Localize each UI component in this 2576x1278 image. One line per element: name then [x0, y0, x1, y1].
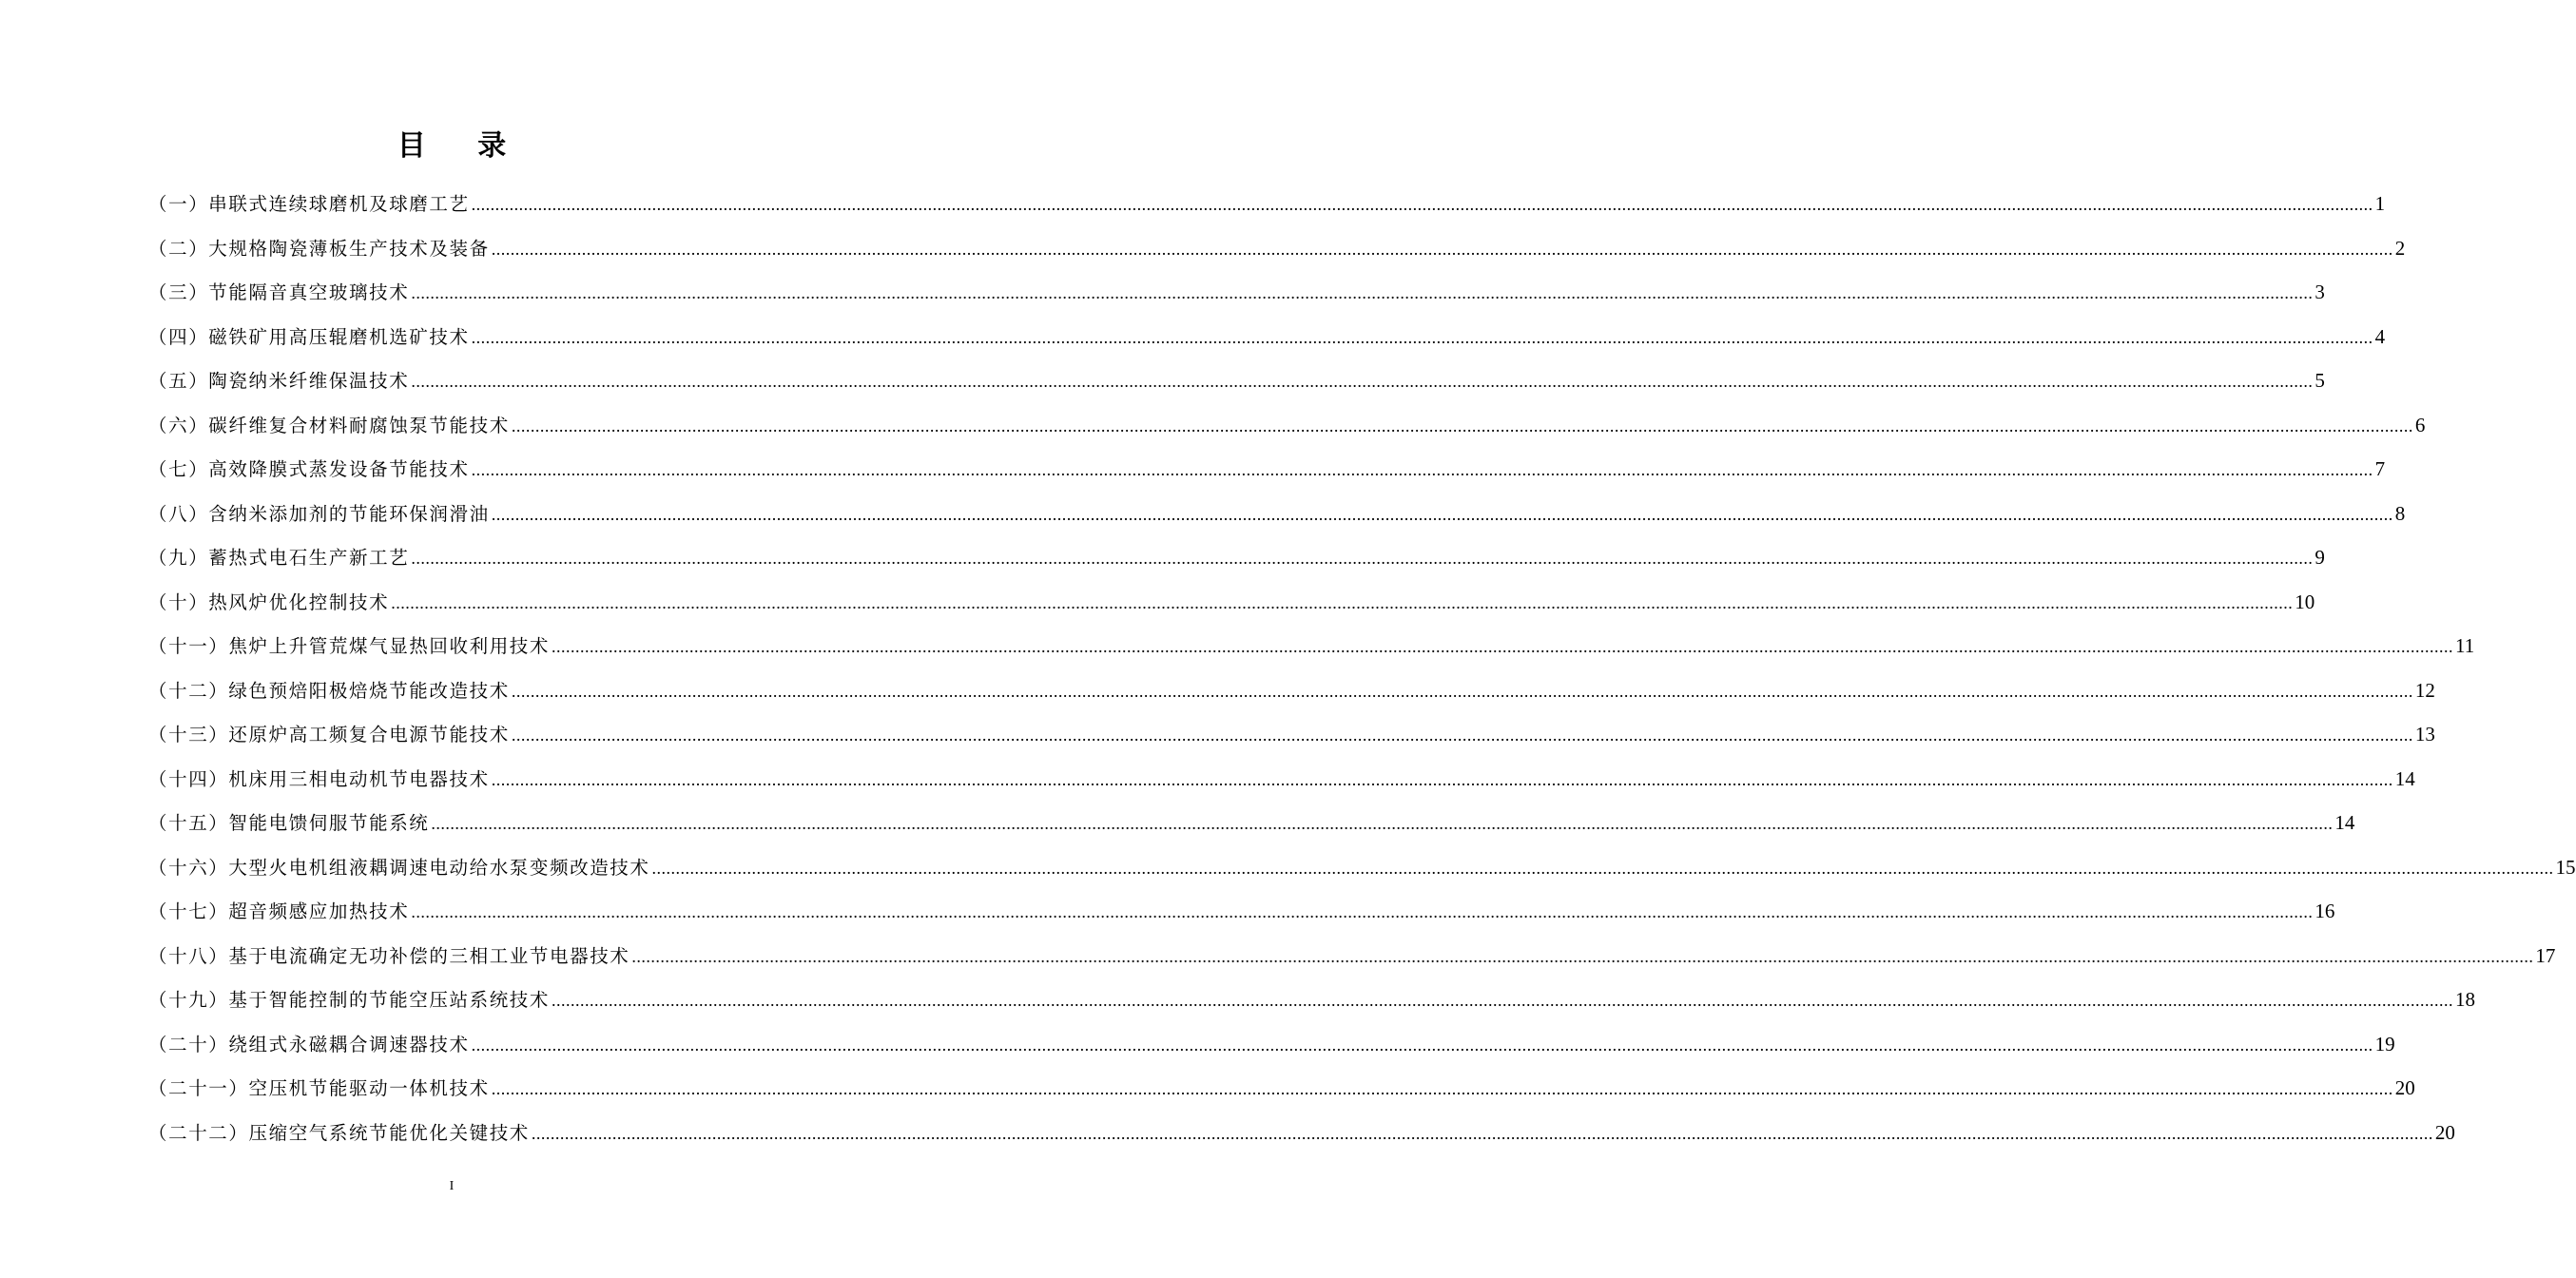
toc-entry-title: （七）高效降膜式蒸发设备节能技术 [148, 458, 470, 480]
toc-entry-title: （十八）基于电流确定无功补偿的三相工业节电器技术 [148, 944, 630, 967]
toc-leader-dots: ................................................................................................................................................................................................................................................................................................................................................................................................................ [471, 460, 2373, 479]
toc-entry-title: （九）蓄热式电石生产新工艺 [148, 547, 410, 569]
toc-entry[interactable] [148, 496, 2406, 541]
toc-entry[interactable] [148, 452, 2386, 496]
toc-entry-title: （十六）大型火电机组液耦调速电动给水泵变频改造技术 [148, 856, 650, 879]
toc-entry[interactable] [148, 1071, 2415, 1115]
toc-entry-title: （五）陶瓷纳米纤维保温技术 [148, 370, 410, 392]
toc-entry[interactable] [148, 585, 2315, 629]
toc-leader-dots: ................................................................................................................................................................................................................................................................................................................................................................................................................ [431, 814, 2334, 833]
toc-entry-page: 13 [2414, 723, 2435, 746]
toc-leader-dots: ................................................................................................................................................................................................................................................................................................................................................................................................................ [511, 681, 2413, 701]
toc-leader-dots: ................................................................................................................................................................................................................................................................................................................................................................................................................ [471, 1035, 2373, 1055]
toc-entry[interactable] [148, 762, 2415, 806]
toc-entry[interactable] [148, 894, 2335, 939]
table-of-contents [148, 186, 2576, 1159]
toc-entry-page: 9 [2315, 546, 2325, 569]
toc-entry[interactable] [148, 850, 2576, 895]
toc-leader-dots: ................................................................................................................................................................................................................................................................................................................................................................................................................ [391, 592, 2294, 612]
toc-leader-dots: ................................................................................................................................................................................................................................................................................................................................................................................................................ [471, 195, 2373, 214]
toc-entry[interactable] [148, 1115, 2455, 1160]
toc-entry[interactable] [148, 320, 2386, 364]
toc-entry-title: （二十一）空压机节能驱动一体机技术 [148, 1077, 490, 1099]
toc-leader-dots: ................................................................................................................................................................................................................................................................................................................................................................................................................ [511, 726, 2413, 745]
toc-entry[interactable] [148, 939, 2556, 983]
toc-leader-dots: ................................................................................................................................................................................................................................................................................................................................................................................................................ [491, 504, 2393, 524]
toc-entry-title: （十九）基于智能控制的节能空压站系统技术 [148, 989, 551, 1011]
page-title: 目 录 [397, 129, 528, 163]
toc-entry-page: 17 [2535, 943, 2556, 967]
toc-entry-title: （十五）智能电馈伺服节能系统 [148, 812, 430, 834]
toc-entry-page: 15 [2555, 855, 2576, 879]
toc-entry-title: （十七）超音频感应加热技术 [148, 900, 410, 922]
toc-entry[interactable] [148, 363, 2325, 408]
toc-entry-page: 7 [2374, 457, 2386, 480]
toc-entry[interactable] [148, 231, 2406, 276]
toc-entry[interactable] [148, 673, 2435, 718]
toc-entry-page: 2 [2394, 236, 2406, 260]
toc-entry[interactable] [148, 275, 2325, 320]
toc-leader-dots: ................................................................................................................................................................................................................................................................................................................................................................................................................ [511, 416, 2413, 436]
toc-leader-dots: ................................................................................................................................................................................................................................................................................................................................................................................................................ [491, 769, 2393, 789]
toc-entry-title: （十三）还原炉高工频复合电源节能技术 [148, 724, 510, 746]
toc-entry-page: 14 [2394, 766, 2415, 790]
toc-entry-title: （十四）机床用三相电动机节电器技术 [148, 767, 490, 790]
toc-leader-dots: ................................................................................................................................................................................................................................................................................................................................................................................................................ [411, 283, 2314, 302]
toc-entry-title: （四）磁铁矿用高压辊磨机选矿技术 [148, 325, 470, 348]
toc-entry-page: 11 [2455, 634, 2475, 657]
toc-entry[interactable] [148, 982, 2476, 1027]
toc-entry-page: 6 [2414, 413, 2426, 436]
toc-entry-page: 18 [2455, 988, 2476, 1011]
toc-entry-title: （二十）绕组式永磁耦合调速器技术 [148, 1033, 470, 1055]
toc-entry-page: 4 [2374, 324, 2386, 348]
toc-entry-page: 16 [2315, 900, 2335, 922]
toc-entry[interactable] [148, 629, 2475, 673]
toc-entry-page: 19 [2374, 1032, 2395, 1055]
toc-entry[interactable] [148, 1027, 2395, 1072]
toc-entry-page: 14 [2334, 811, 2355, 834]
toc-entry-page: 8 [2394, 501, 2406, 525]
toc-leader-dots: ................................................................................................................................................................................................................................................................................................................................................................................................................ [491, 1079, 2393, 1098]
toc-entry-title: （十一）焦炉上升管荒煤气显热回收利用技术 [148, 635, 551, 657]
toc-entry-title: （十）热风炉优化控制技术 [148, 591, 390, 613]
toc-leader-dots: ................................................................................................................................................................................................................................................................................................................................................................................................................ [651, 858, 2554, 878]
toc-entry-title: （三）节能隔音真空玻璃技术 [148, 281, 410, 303]
toc-entry[interactable] [148, 408, 2426, 453]
toc-leader-dots: ................................................................................................................................................................................................................................................................................................................................................................................................................ [411, 902, 2314, 921]
toc-entry-title: （一）串联式连续球磨机及球磨工艺 [148, 193, 470, 215]
toc-entry-page: 1 [2374, 192, 2386, 215]
toc-leader-dots: ................................................................................................................................................................................................................................................................................................................................................................................................................ [531, 1123, 2433, 1143]
toc-entry-title: （六）碳纤维复合材料耐腐蚀泵节能技术 [148, 414, 510, 436]
toc-entry-title: （二十二）压缩空气系统节能优化关键技术 [148, 1121, 530, 1144]
toc-leader-dots: ................................................................................................................................................................................................................................................................................................................................................................................................................ [631, 946, 2534, 966]
toc-entry-page: 10 [2295, 590, 2315, 613]
toc-entry[interactable] [148, 717, 2435, 762]
toc-entry-page: 5 [2315, 369, 2325, 392]
toc-leader-dots: ................................................................................................................................................................................................................................................................................................................................................................................................................ [411, 372, 2314, 391]
toc-leader-dots: ................................................................................................................................................................................................................................................................................................................................................................................................................ [491, 239, 2393, 259]
toc-entry[interactable] [148, 805, 2355, 850]
toc-entry-page: 20 [2394, 1076, 2415, 1099]
toc-leader-dots: ................................................................................................................................................................................................................................................................................................................................................................................................................ [552, 637, 2454, 656]
toc-entry-title: （二）大规格陶瓷薄板生产技术及装备 [148, 237, 490, 260]
toc-entry-page: 20 [2434, 1120, 2455, 1144]
toc-leader-dots: ................................................................................................................................................................................................................................................................................................................................................................................................................ [552, 991, 2454, 1010]
toc-leader-dots: ................................................................................................................................................................................................................................................................................................................................................................................................................ [411, 549, 2314, 568]
toc-entry[interactable] [148, 540, 2325, 585]
toc-entry-title: （十二）绿色预焙阳极焙烧节能改造技术 [148, 679, 510, 702]
toc-leader-dots: ................................................................................................................................................................................................................................................................................................................................................................................................................ [471, 327, 2373, 347]
toc-entry-page: 3 [2315, 281, 2325, 303]
toc-entry-page: 12 [2414, 678, 2435, 702]
page-number: I [449, 1179, 455, 1193]
toc-entry-title: （八）含纳米添加剂的节能环保润滑油 [148, 502, 490, 525]
toc-entry[interactable] [148, 186, 2386, 231]
